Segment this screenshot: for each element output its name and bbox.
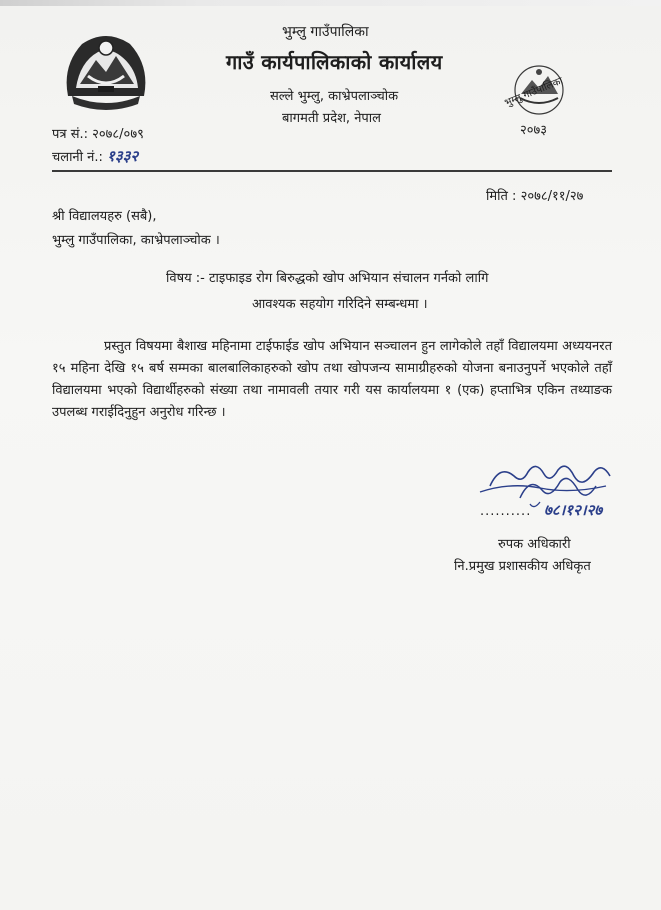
nepal-emblem-icon <box>58 26 154 112</box>
recipient-line-2: भुम्लु गाउँपालिका, काभ्रेपलाञ्चोक । <box>52 233 220 248</box>
patra-value: २०७८/०७९ <box>92 127 144 142</box>
recipient-line-1: श्री विद्यालयहरु (सबै), <box>52 209 157 224</box>
chalani-label: चलानी नं.: <box>52 150 103 165</box>
municipality-name: भुम्लु गाउँपालिका <box>282 24 369 40</box>
province-line: बागमती प्रदेश, नेपाल <box>282 111 381 126</box>
seal-text: भुम्लु गाउँपालिका <box>503 75 565 109</box>
signature-dots: .......... <box>480 504 532 519</box>
body-paragraph-text: प्रस्तुत विषयमा बैशाख महिनामा टाईफाईड खोप अभियान सञ्चालन हुन लागेकोले तहाँ विद्यालयमा अध्ययनरत १५ महिना देखि १५ बर्ष सम्मका बालबालिकाहरुको खोप तथा खोपजन्य सामाग्रीहरुको योजना बनाउनुपर्ने भएकोले तहाँ विद्यालयमा भएको विद्यार्थीहरुको संख्या तथा नामावली तयार गरी यस कार्यालयमा १ (एक) हप्ताभित्र एकिन तथ्याङक उपलब्ध गराईदिनुहुन अनुरोध गरिन्छ । <box>52 339 612 420</box>
scan-edge-shadow <box>0 0 661 6</box>
body-paragraph <box>52 336 612 424</box>
header-divider <box>52 170 612 172</box>
office-address: सल्ले भुम्लु, काभ्रेपलाञ्चोक <box>270 89 399 104</box>
date-label: मिति : <box>486 189 517 204</box>
signature-handwritten-date: ७८।१२।२७ <box>544 501 603 519</box>
letter-date <box>486 186 583 204</box>
office-title: गाउँ कार्यपालिकाको कार्यालय <box>226 50 443 74</box>
subject-line-2: आवश्यक सहयोग गरिदिने सम्बन्धमा । <box>252 297 428 312</box>
chalani-value: १३३२ <box>107 147 139 165</box>
chalani-reference <box>52 146 138 166</box>
patra-label: पत्र सं.: <box>52 127 88 142</box>
subject-line-1: विषय :- टाइफाइड रोग बिरुद्धको खोप अभियान संचालन गर्नको लागि <box>166 271 489 286</box>
date-value: २०७८/११/२७ <box>520 189 584 204</box>
patra-reference <box>52 124 144 142</box>
signatory-title: नि.प्रमुख प्रशासकीय अधिकृत <box>454 559 591 574</box>
signatory-name: रुपक अधिकारी <box>498 537 571 552</box>
seal-year: २०७३ <box>520 123 548 138</box>
